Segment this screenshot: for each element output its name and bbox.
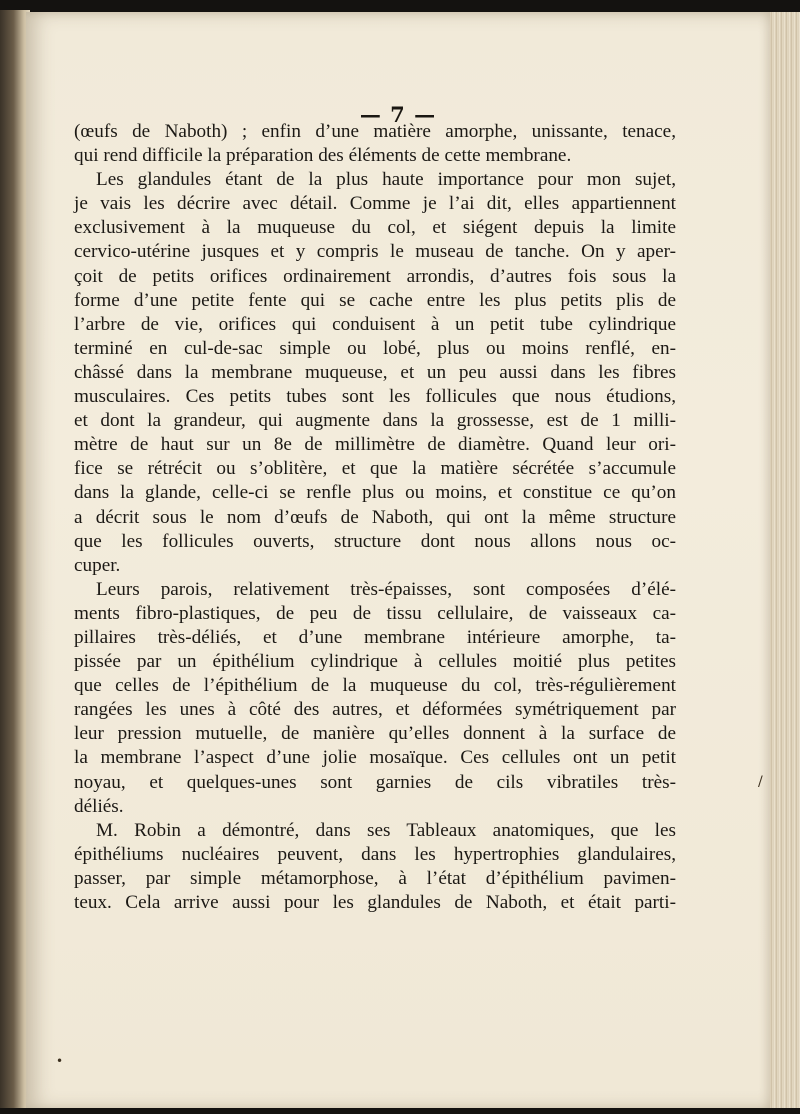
text-line: (œufs de Naboth) ; enfin d’une matière amorphe, unissante, tenace, [74, 121, 676, 142]
text-line: a décrit sous le nom d’œufs de Naboth, qui ont la même structure [74, 506, 676, 528]
body-text [74, 120, 676, 915]
text-line: que celles de l’épithélium de la muqueuse du col, très-régulièrement [74, 675, 676, 697]
text-line: et dont la grandeur, qui augmente dans la grossesse, est de 1 milli- [74, 410, 676, 432]
text-line: déliés. [74, 795, 124, 817]
text-line: l’arbre de vie, orifices qui conduisent à un petit tube cylindrique [74, 313, 676, 335]
text-line: Leurs parois, relativement très-épaisses, sont composées d’élé- [96, 578, 676, 600]
text-line: ments fibro-plastiques, de peu de tissu cellulaire, de vaisseaux ca- [74, 602, 676, 624]
text-line: cervico-utérine jusques et y compris le museau de tanche. On y aper- [74, 241, 676, 263]
scan-bottom-edge [0, 1108, 800, 1114]
text-line: châssé dans la membrane muqueuse, et un peu aussi dans les fibres [74, 361, 676, 383]
page-number: — 7 — [359, 102, 437, 127]
text-line: pissée par un épithélium cylindrique à cellules moitié plus petites [74, 651, 676, 673]
text-line: pillaires très-déliés, et d’une membrane intérieure amorphe, ta- [74, 626, 676, 648]
text-line: rangées les unes à côté des autres, et déformées symétriquement par [74, 699, 676, 721]
text-line: forme d’une petite fente qui se cache entre les plus petits plis de [74, 289, 676, 311]
text-line: exclusivement à la muqueuse du col, et siégent depuis la limite [74, 217, 676, 239]
text-line: mètre de haut sur un 8e de millimètre de diamètre. Quand leur ori- [74, 434, 676, 456]
text-line: teux. Cela arrive aussi pour les glandules de Naboth, et était parti- [74, 892, 676, 913]
text-line: terminé en cul-de-sac simple ou lobé, plus ou moins renflé, en- [74, 337, 676, 359]
text-line: passer, par simple métamorphose, à l’état d’épithélium pavimen- [74, 867, 676, 889]
text-line: la membrane l’aspect d’une jolie mosaïque. Ces cellules ont un petit [74, 747, 676, 769]
text-line: leur pression mutuelle, de manière qu’elles donnent à la surface de [74, 723, 676, 745]
text-line: musculaires. Ces petits tubes sont les follicules que nous étudions, [74, 386, 676, 408]
text-line: qui rend difficile la préparation des éléments de cette membrane. [74, 145, 572, 167]
text-line: que les follicules ouverts, structure dont nous allons nous oc- [74, 530, 676, 552]
text-line: M. Robin a démontré, dans ses Tableaux anatomiques, que les [96, 819, 676, 841]
margin-mark: / [758, 774, 763, 790]
text-line: cuper. [74, 554, 121, 576]
text-line: çoit de petits orifices ordinairement arrondis, d’autres fois sous la [74, 265, 676, 287]
page-stack-edge [768, 12, 800, 1114]
text-line: je vais les décrire avec détail. Comme je l’ai dit, elles appartiennent [74, 193, 676, 215]
text-line: noyau, et quelques-unes sont garnies de cils vibratiles très- [74, 771, 676, 793]
text-line: épithéliums nucléaires peuvent, dans les hypertrophies glandulaires, [74, 843, 676, 865]
text-line: fice se rétrécit ou s’oblitère, et que la matière sécrétée s’accumule [74, 458, 676, 480]
text-line: dans la glande, celle-ci se renfle plus ou moins, et constitue ce qu’on [74, 482, 676, 504]
text-line: Les glandules étant de la plus haute importance pour mon sujet, [96, 169, 676, 191]
ink-speck: • [56, 1054, 64, 1068]
